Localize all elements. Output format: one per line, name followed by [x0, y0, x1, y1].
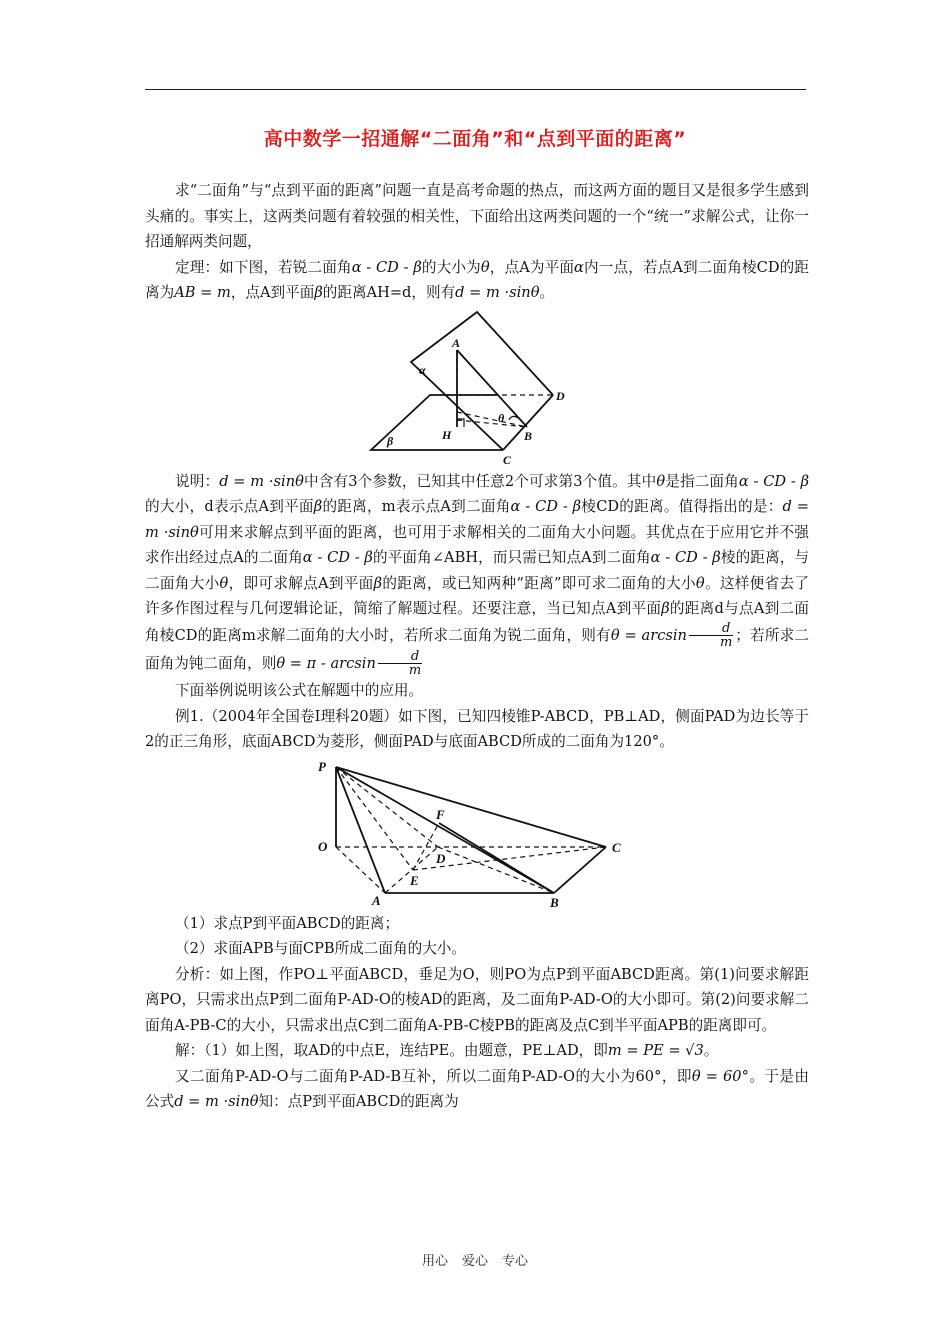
- remark-dihedral-2: α - CD - β: [510, 498, 582, 515]
- header-rule: [145, 89, 806, 90]
- remark-theta-1: θ: [656, 472, 666, 490]
- remark-formula-1: d = m ·sinθ: [219, 472, 304, 490]
- remark-text-5: 的距离，m表示点A到二面角: [322, 498, 511, 515]
- label-alpha: α: [419, 362, 426, 377]
- remark-dihedral-3: α - CD - β: [302, 549, 373, 566]
- remark-beta-1: β: [313, 498, 323, 515]
- edge-pc: [336, 767, 606, 847]
- obtuse-formula-lhs: θ = π - arcsin: [276, 654, 376, 672]
- remark-text-3: 是指二面角: [665, 472, 739, 490]
- remark-text-13: 的距离d与点A到二面角棱CD的距离m求解二面角的大小时，若所求二面角为锐二面角，则有: [145, 600, 809, 644]
- theorem-text-3: ，点A为平面: [489, 258, 575, 276]
- theorem-text-4: 内一点，若点A到二面角棱CD的距离为: [145, 258, 809, 301]
- question-1: （1）求点P到平面ABCD的距离；: [175, 914, 400, 932]
- remark-text-11: 的距离，或已知两种“距离”即可求二面角的大小: [382, 574, 696, 592]
- theorem-dihedral: α - CD - β: [351, 258, 422, 276]
- page-title: 高中数学一招通解“二面角”和“点到平面的距离”: [263, 128, 687, 150]
- label-a-pyramid: A: [372, 892, 381, 908]
- label-theta: θ: [498, 410, 505, 425]
- remark-text-10: ，即可求解点A到平面: [228, 574, 374, 592]
- dashed-oa: [336, 847, 385, 893]
- page-footer: [0, 1250, 950, 1269]
- example-paragraph: 例1.（2004年全国卷Ⅰ理科20题）如下图，已知四棱锥P-ABCD，PB⊥AD，侧面PAD为边长等于2的正三角形，底面ABCD为菱形，侧面PAD与底面ABCD所成的二面角为120°。: [145, 707, 809, 751]
- label-b: B: [524, 428, 533, 443]
- dihedral-angle-figure: [367, 310, 587, 466]
- label-e: E: [410, 872, 419, 888]
- last-text-3: 知：点P到平面ABCD的距离为: [258, 1093, 459, 1111]
- theorem-formula: d = m ·sinθ: [455, 284, 540, 301]
- label-d-pyramid: D: [436, 850, 446, 866]
- obtuse-fraction-numerator: d: [378, 650, 422, 665]
- acute-formula-lhs: θ = arcsin: [610, 626, 687, 644]
- solution-text-2: 。: [703, 1042, 719, 1060]
- last-text-1: 又二面角P-AD-O与二面角P-AD-B互补，所以二面角P-AD-O的大小为60°，即: [175, 1067, 692, 1085]
- theorem-text-7: 。: [539, 284, 555, 301]
- theorem-theta: θ: [480, 258, 490, 276]
- last-text-2: 。于是由公式: [145, 1067, 809, 1111]
- theorem-paragraph: [145, 255, 809, 306]
- remark-text-1: 说明：: [175, 472, 220, 490]
- label-h: H: [442, 427, 452, 442]
- label-beta: β: [387, 433, 394, 448]
- dashed-hb-2: [457, 420, 527, 427]
- theorem-text-6: 的距离AH=d，则有: [322, 284, 456, 301]
- label-d: D: [556, 388, 565, 403]
- remark-dihedral-1: α - CD - β: [738, 472, 810, 490]
- edge-bf: [439, 823, 554, 893]
- theorem-text-2: 的大小为: [421, 258, 481, 276]
- label-f: F: [436, 806, 445, 822]
- last-paragraph: [145, 1064, 809, 1115]
- dashed-db: [438, 847, 554, 893]
- remark-beta-2: β: [373, 574, 383, 592]
- label-c-pyramid: C: [612, 839, 621, 855]
- edge-bc: [554, 847, 606, 893]
- remark-theta-3: θ: [695, 574, 705, 592]
- last-theta-expression: θ = 60°: [691, 1067, 749, 1085]
- document-body: [145, 178, 809, 1115]
- remark-theta-2: θ: [219, 574, 229, 592]
- lead-paragraph: 下面举例说明该公式在解题中的应用。: [175, 682, 424, 700]
- theorem-beta: β: [314, 284, 323, 301]
- solution-m-expression: m = PE = √3: [607, 1042, 704, 1060]
- remark-text-6: 棱CD的距离。值得指出的是：: [581, 498, 783, 515]
- footer-item-3: 专心: [502, 1254, 529, 1269]
- acute-fraction: [689, 622, 733, 650]
- theta-arc: [509, 416, 518, 420]
- remark-formula-2: d = m ·sinθ: [145, 498, 809, 541]
- remark-text-7: 可用来求解点到平面的距离，也可用于求解相关的二面角大小问题。其优点在于应用它并不强求作出经过点A的二面角: [145, 523, 809, 566]
- label-c: C: [503, 452, 512, 466]
- obtuse-fraction: [378, 650, 422, 678]
- theorem-ab: AB = m: [174, 284, 231, 301]
- label-o: O: [318, 838, 328, 854]
- remark-text-9: 棱的距离，与二面角大小: [145, 549, 810, 592]
- theorem-text-5: ，点A到平面: [230, 284, 315, 301]
- solution-paragraph: [145, 1038, 809, 1064]
- remark-beta-3: β: [661, 600, 670, 617]
- last-formula: d = m ·sinθ: [174, 1093, 259, 1111]
- theorem-alpha: α: [574, 258, 584, 276]
- remark-text-4: 的大小，d表示点A到平面: [145, 498, 314, 515]
- remark-text-14: ；若所求二面角为钝二面角，则: [145, 626, 809, 672]
- theorem-text-1: 定理：如下图，若锐二面角: [175, 258, 352, 276]
- remark-text-12: 。这样便省去了许多作图过程与几何逻辑论证，简缩了解题过程。还要注意，当已知点A到平面: [145, 574, 809, 617]
- label-p: P: [318, 758, 326, 774]
- solution-text-1: 解：（1）如上图，取AD的中点E，连结PE。由题意，PE⊥AD，即: [175, 1042, 608, 1060]
- remark-dihedral-4: α - CD - β: [650, 549, 721, 566]
- remark-paragraph: [145, 469, 809, 679]
- analysis-paragraph: 分析：如上图，作PO⊥平面ABCD，垂足为O，则PO为点P到平面ABCD距离。第(1)问要求解距离PO，只需求出点P到二面角P-AD-O的棱AD的距离，及二面角P-AD-O的大小即可。第(2)问要求解二面角A-PB-C的大小，只需求出点C到二面角A-PB-C棱PB的距离及点C到半平面APB的距离即可。: [145, 965, 809, 1034]
- remark-text-8: 的平面角∠ABH，而只需已知点A到二面角: [372, 549, 651, 566]
- acute-fraction-numerator: d: [689, 622, 733, 637]
- label-b-pyramid: B: [550, 894, 559, 909]
- footer-item-1: 用心: [421, 1254, 448, 1269]
- intro-paragraph: 求“二面角”与“点到平面的距离”问题一直是高考命题的热点，而这两方面的题目又是很多学生感到头痛的。事实上，这两类问题有着较强的相关性，下面给出这两类问题的一个“统一”求解公式，让你一招通解两类问题，: [145, 182, 809, 250]
- question-2: （2）求面APB与面CPB所成二面角的大小。: [175, 940, 466, 958]
- obtuse-fraction-denominator: m: [408, 663, 422, 679]
- pyramid-figure: [312, 759, 642, 909]
- acute-fraction-denominator: m: [719, 635, 733, 651]
- label-a: A: [452, 335, 461, 350]
- footer-item-2: 爱心: [461, 1254, 488, 1269]
- remark-text-2: 中含有3个参数，已知其中任意2个可求第3个值。其中: [303, 472, 657, 490]
